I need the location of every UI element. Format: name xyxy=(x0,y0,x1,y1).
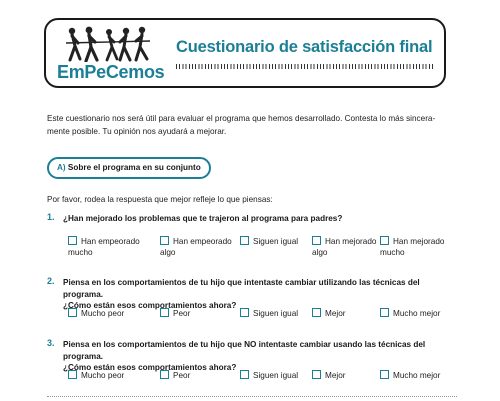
q1-option-2[interactable] xyxy=(160,236,240,258)
question-2-line-2: ¿Cómo están esos comportamientos ahora? xyxy=(63,301,237,310)
checkbox[interactable] xyxy=(380,370,389,379)
checkbox[interactable] xyxy=(240,308,249,317)
title-rule xyxy=(176,64,434,69)
checkbox[interactable] xyxy=(240,370,249,379)
checkbox[interactable] xyxy=(240,236,249,245)
question-3-text xyxy=(63,339,458,374)
q2-option-2[interactable] xyxy=(160,308,190,320)
option-label: Han mejorado mucho xyxy=(380,237,445,257)
option-label: Mejor xyxy=(325,371,346,380)
option-label: Mucho mejor xyxy=(393,309,441,318)
checkbox[interactable] xyxy=(312,308,321,317)
logo-text: EmPeCemos xyxy=(57,62,165,82)
q3-option-1[interactable] xyxy=(68,370,124,382)
section-heading xyxy=(47,157,211,179)
q2-option-3[interactable] xyxy=(240,308,298,320)
checkbox[interactable] xyxy=(160,236,169,245)
q3-option-5[interactable] xyxy=(380,370,440,382)
checkbox[interactable] xyxy=(160,370,169,379)
divider xyxy=(47,396,457,397)
option-label: Peor xyxy=(173,371,191,380)
checkbox[interactable] xyxy=(380,236,389,245)
checkbox[interactable] xyxy=(312,236,321,245)
checkbox[interactable] xyxy=(312,370,321,379)
option-label: Peor xyxy=(173,309,191,318)
question-3-number: 3. xyxy=(47,338,55,348)
option-label: Siguen igual xyxy=(253,371,299,380)
option-label: Mejor xyxy=(325,309,346,318)
section-letter: A) xyxy=(57,163,66,172)
tug-of-war-figures-icon xyxy=(62,26,152,62)
q1-option-4[interactable] xyxy=(312,236,384,258)
q2-option-1[interactable] xyxy=(68,308,124,320)
intro-paragraph: Este cuestionario nos será útil para evaluar el programa que hemos desarrollado. Contesta lo más sincera- mente posible. Tu opinión nos ayudará a mejorar. xyxy=(47,114,436,136)
checkbox[interactable] xyxy=(68,236,77,245)
q1-option-5[interactable] xyxy=(380,236,452,258)
page-title: Cuestionario de satisfacción final xyxy=(176,38,433,56)
header-box xyxy=(44,18,446,88)
option-label: Siguen igual xyxy=(253,309,299,318)
question-3-line-1: Piensa en los comportamientos de tu hijo que NO intentaste cambiar usando las técnicas del programa. xyxy=(63,340,426,361)
option-label: Han empeorado mucho xyxy=(68,237,140,257)
q3-option-2[interactable] xyxy=(160,370,190,382)
q1-option-3[interactable] xyxy=(240,236,320,248)
instruction-text: Por favor, rodea la respuesta que mejor refleje lo que piensas: xyxy=(47,195,273,204)
option-label: Han mejorado algo xyxy=(312,237,377,257)
q2-option-4[interactable] xyxy=(312,308,345,320)
question-2-line-1: Piensa en los comportamientos de tu hijo que intentaste cambiar utilizando las técnicas del programa. xyxy=(63,278,420,299)
checkbox[interactable] xyxy=(380,308,389,317)
question-3-line-2: ¿Cómo están esos comportamientos ahora? xyxy=(63,363,237,372)
q1-option-1[interactable] xyxy=(68,236,148,258)
question-1-number: 1. xyxy=(47,212,55,222)
q3-option-3[interactable] xyxy=(240,370,298,382)
section-title: Sobre el programa en su conjunto xyxy=(67,163,201,172)
checkbox[interactable] xyxy=(160,308,169,317)
question-1-text: ¿Han mejorado los problemas que te trajeron al programa para padres? xyxy=(63,214,343,223)
q2-option-5[interactable] xyxy=(380,308,440,320)
logo xyxy=(56,24,165,84)
option-label: Mucho mejor xyxy=(393,371,441,380)
question-2-text xyxy=(63,277,458,312)
option-label: Siguen igual xyxy=(253,237,299,246)
option-label: Han empeorado algo xyxy=(160,237,232,257)
option-label: Mucho peor xyxy=(81,309,125,318)
question-2-number: 2. xyxy=(47,276,55,286)
checkbox[interactable] xyxy=(68,308,77,317)
q3-option-4[interactable] xyxy=(312,370,345,382)
option-label: Mucho peor xyxy=(81,371,125,380)
checkbox[interactable] xyxy=(68,370,77,379)
